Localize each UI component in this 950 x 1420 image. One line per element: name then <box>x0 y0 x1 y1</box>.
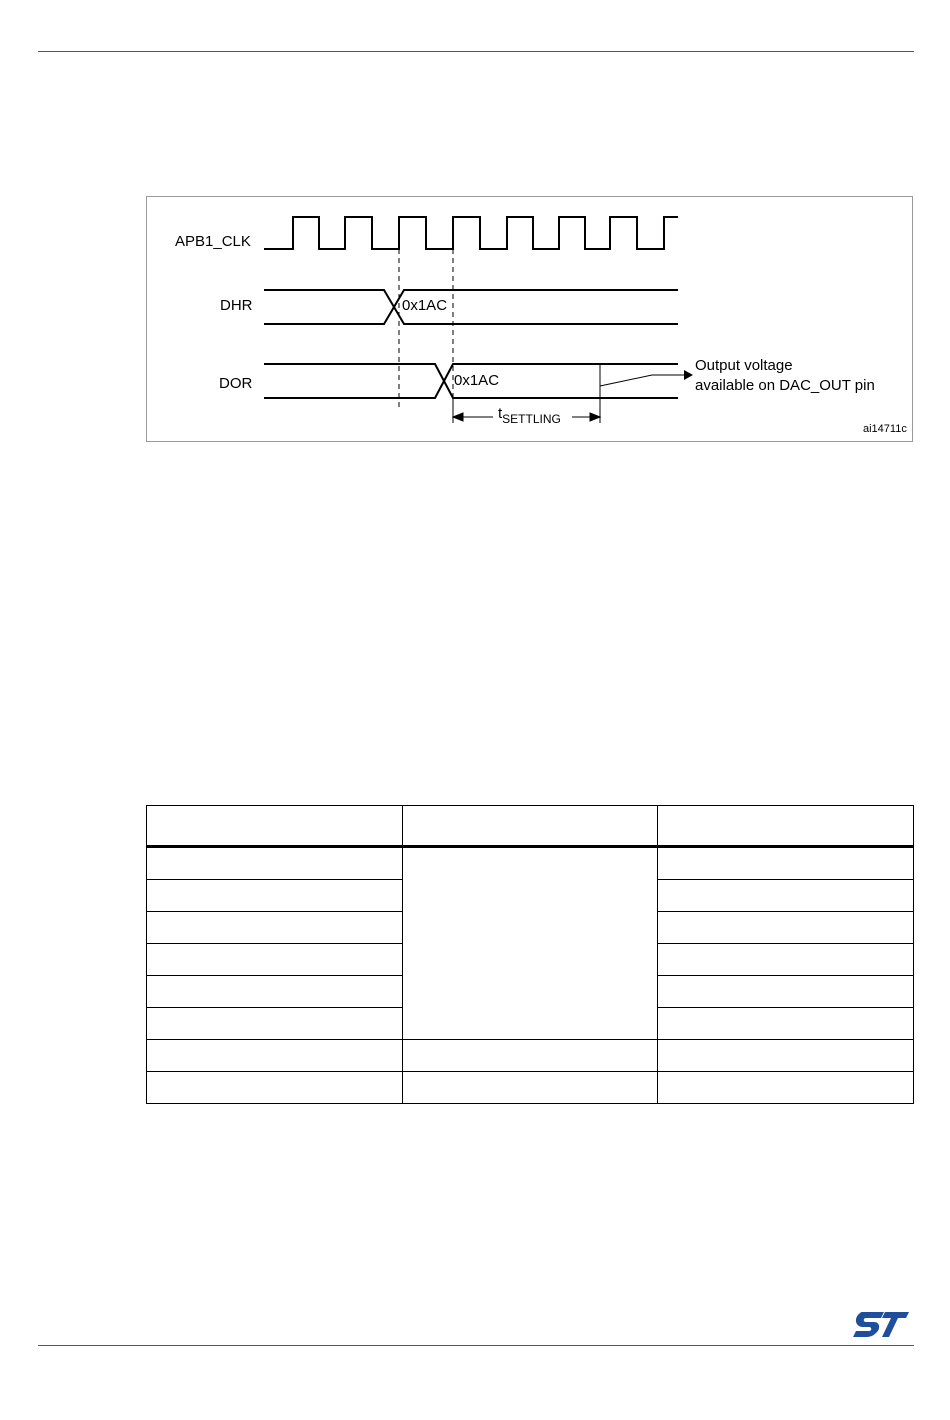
table-header-cell <box>658 806 914 847</box>
table-cell <box>658 1040 914 1072</box>
table-cell <box>147 1072 403 1104</box>
table-cell <box>658 1008 914 1040</box>
table-cell <box>147 847 403 880</box>
settling-time-label: $t_{SETTLING}$ <box>498 405 561 426</box>
table-cell <box>147 1008 403 1040</box>
dhr-signal-label: DHR <box>220 297 253 314</box>
table-cell <box>147 880 403 912</box>
table-cell <box>402 1072 658 1104</box>
table-row <box>147 1072 914 1104</box>
clk-signal-label: APB1_CLK <box>175 233 251 250</box>
st-logo-icon <box>852 1310 910 1340</box>
header-rule <box>38 51 914 52</box>
table-header-row <box>147 806 914 847</box>
output-note-line1: Output voltage <box>695 357 793 374</box>
data-table <box>146 805 914 1104</box>
dor-value: 0x1AC <box>454 372 500 389</box>
dhr-value: 0x1AC <box>402 297 448 314</box>
figure-id: ai14711c <box>863 423 907 435</box>
dor-signal-label: DOR <box>219 375 253 392</box>
table-header-cell <box>402 806 658 847</box>
table-cell <box>147 944 403 976</box>
dac-timing-diagram <box>146 196 913 442</box>
table-row <box>147 1040 914 1072</box>
clock-waveform <box>264 217 678 249</box>
output-voltage-arrow <box>600 370 693 386</box>
table-cell <box>658 880 914 912</box>
table-cell <box>658 1072 914 1104</box>
table-cell <box>147 1040 403 1072</box>
table-cell <box>658 944 914 976</box>
table-cell <box>402 1040 658 1072</box>
dhr-bus <box>264 290 678 324</box>
table-header-cell <box>147 806 403 847</box>
output-note-line2: available on DAC_OUT pin <box>695 377 875 394</box>
table-cell-merged <box>402 847 658 1040</box>
table-cell <box>658 912 914 944</box>
table-cell <box>147 976 403 1008</box>
table-cell <box>658 976 914 1008</box>
footer-rule <box>38 1345 914 1346</box>
table-row <box>147 847 914 880</box>
st-logo-s <box>853 1312 884 1337</box>
table-cell <box>658 847 914 880</box>
st-logo-t <box>882 1312 909 1337</box>
table-cell <box>147 912 403 944</box>
